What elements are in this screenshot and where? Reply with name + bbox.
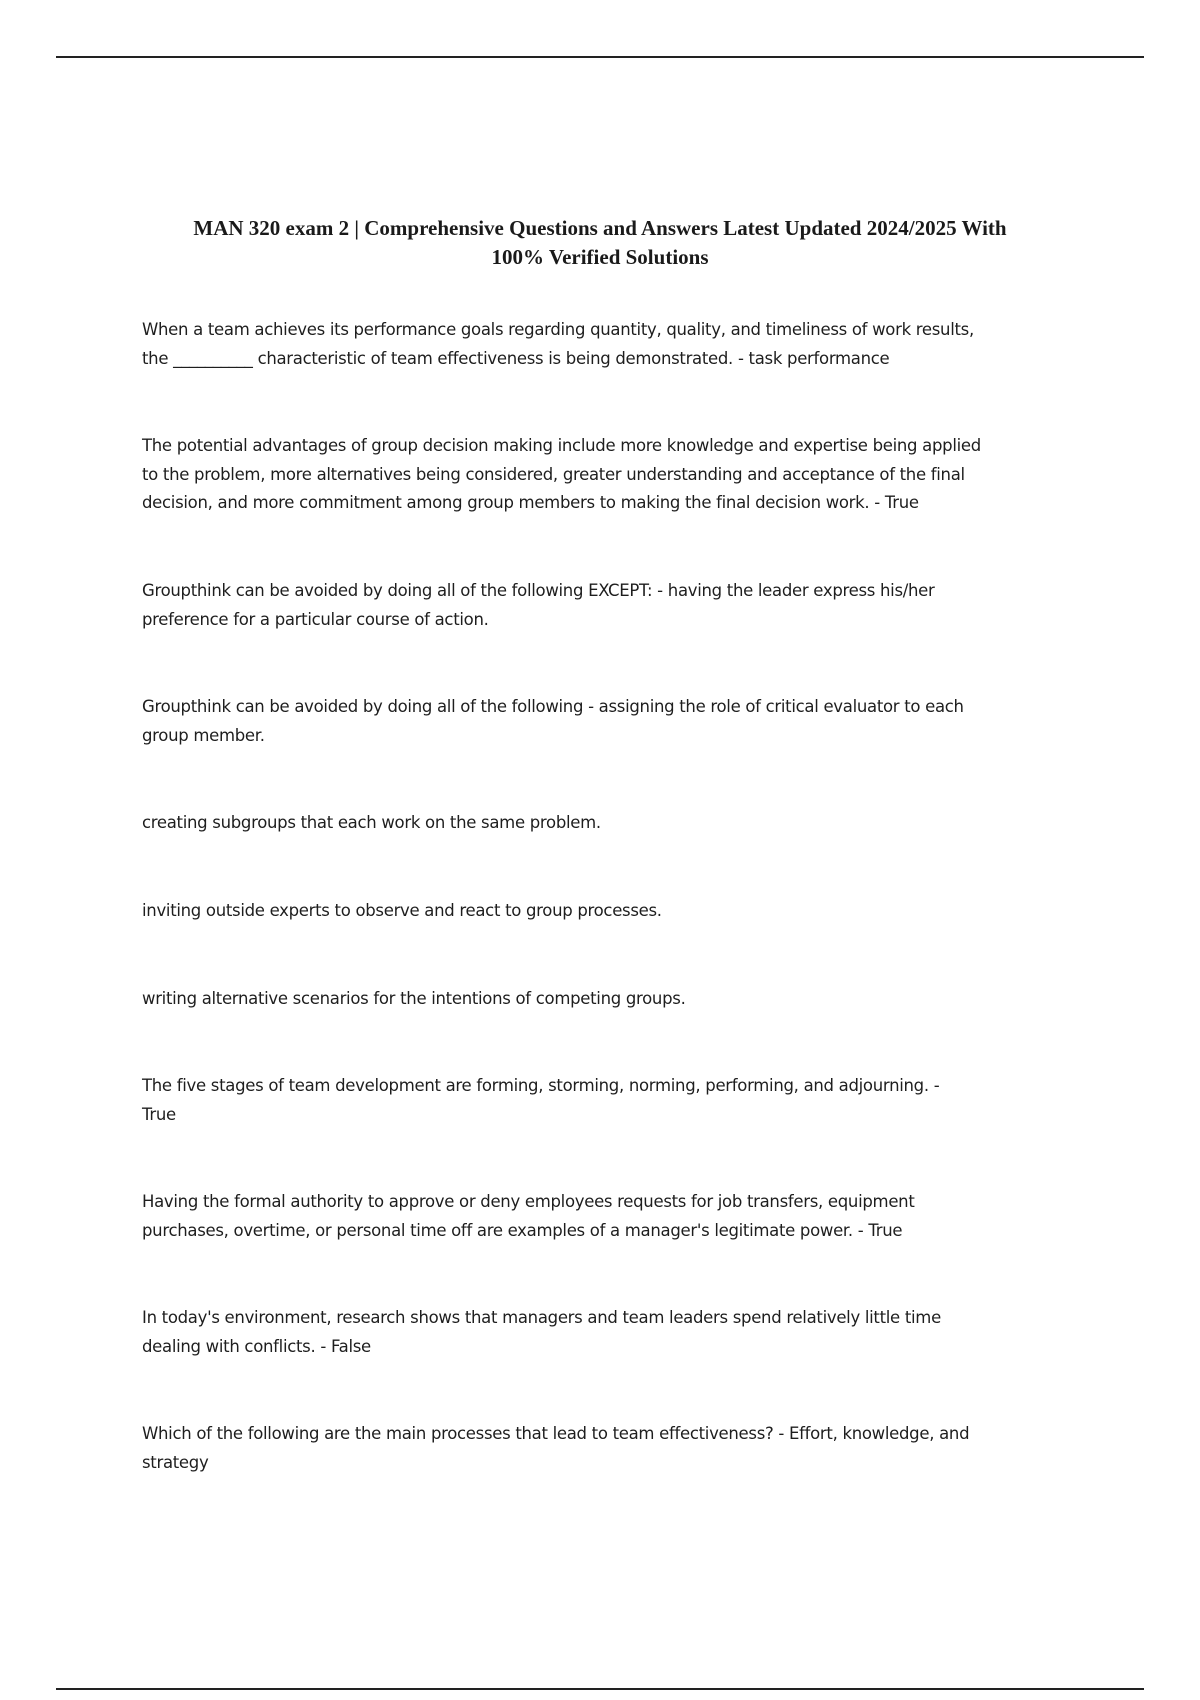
qa-line: creating subgroups that each work on the same problem. xyxy=(142,813,601,832)
qa-item-4 xyxy=(142,693,1072,750)
title-line-1: MAN 320 exam 2 | Comprehensive Questions and Answers Latest Updated 2024/2025 With xyxy=(193,216,1007,240)
qa-line: True xyxy=(142,1104,176,1124)
qa-item-8 xyxy=(142,1072,1072,1129)
bottom-rule xyxy=(56,1688,1144,1690)
qa-line: Which of the following are the main processes that lead to team effectiveness? - Effort, knowledge, and xyxy=(142,1424,970,1443)
qa-line: The potential advantages of group decision making include more knowledge and expertise being applied xyxy=(142,436,981,455)
qa-line: The five stages of team development are forming, storming, norming, performing, and adjourning. - xyxy=(142,1076,940,1095)
qa-item-5 xyxy=(142,809,1072,838)
qa-item-6 xyxy=(142,897,1072,926)
qa-item-11 xyxy=(142,1420,1072,1477)
qa-line: decision, and more commitment among group members to making the final decision work. - True xyxy=(142,493,919,512)
qa-line: Groupthink can be avoided by doing all of the following - assigning the role of critical evaluator to each xyxy=(142,697,964,716)
qa-line: Having the formal authority to approve or deny employees requests for job transfers, equipment xyxy=(142,1192,915,1211)
qa-line: group member. xyxy=(142,725,265,745)
qa-line: In today's environment, research shows that managers and team leaders spend relatively little time xyxy=(142,1308,941,1327)
qa-line: dealing with conflicts. - False xyxy=(142,1336,371,1356)
qa-line: Groupthink can be avoided by doing all of the following EXCEPT: - having the leader express his/her xyxy=(142,581,935,600)
qa-line: When a team achieves its performance goals regarding quantity, quality, and timeliness of work results, xyxy=(142,320,974,339)
qa-item-1 xyxy=(142,316,1072,373)
qa-item-3 xyxy=(142,577,1072,634)
qa-line: writing alternative scenarios for the intentions of competing groups. xyxy=(142,989,686,1008)
qa-line: the __________ characteristic of team effectiveness is being demonstrated. - task performance xyxy=(142,348,890,368)
qa-line: strategy xyxy=(142,1452,209,1472)
document-title xyxy=(130,214,1070,272)
qa-line: inviting outside experts to observe and react to group processes. xyxy=(142,901,662,920)
qa-line: purchases, overtime, or personal time off are examples of a manager's legitimate power. - True xyxy=(142,1220,903,1240)
qa-line: to the problem, more alternatives being considered, greater understanding and acceptance of the final xyxy=(142,464,965,484)
qa-item-9 xyxy=(142,1188,1072,1245)
qa-item-7 xyxy=(142,985,1072,1014)
title-line-2: 100% Verified Solutions xyxy=(491,245,709,269)
top-rule xyxy=(56,56,1144,58)
qa-line: preference for a particular course of action. xyxy=(142,609,489,629)
qa-item-10 xyxy=(142,1304,1072,1361)
qa-item-2 xyxy=(142,432,1072,518)
